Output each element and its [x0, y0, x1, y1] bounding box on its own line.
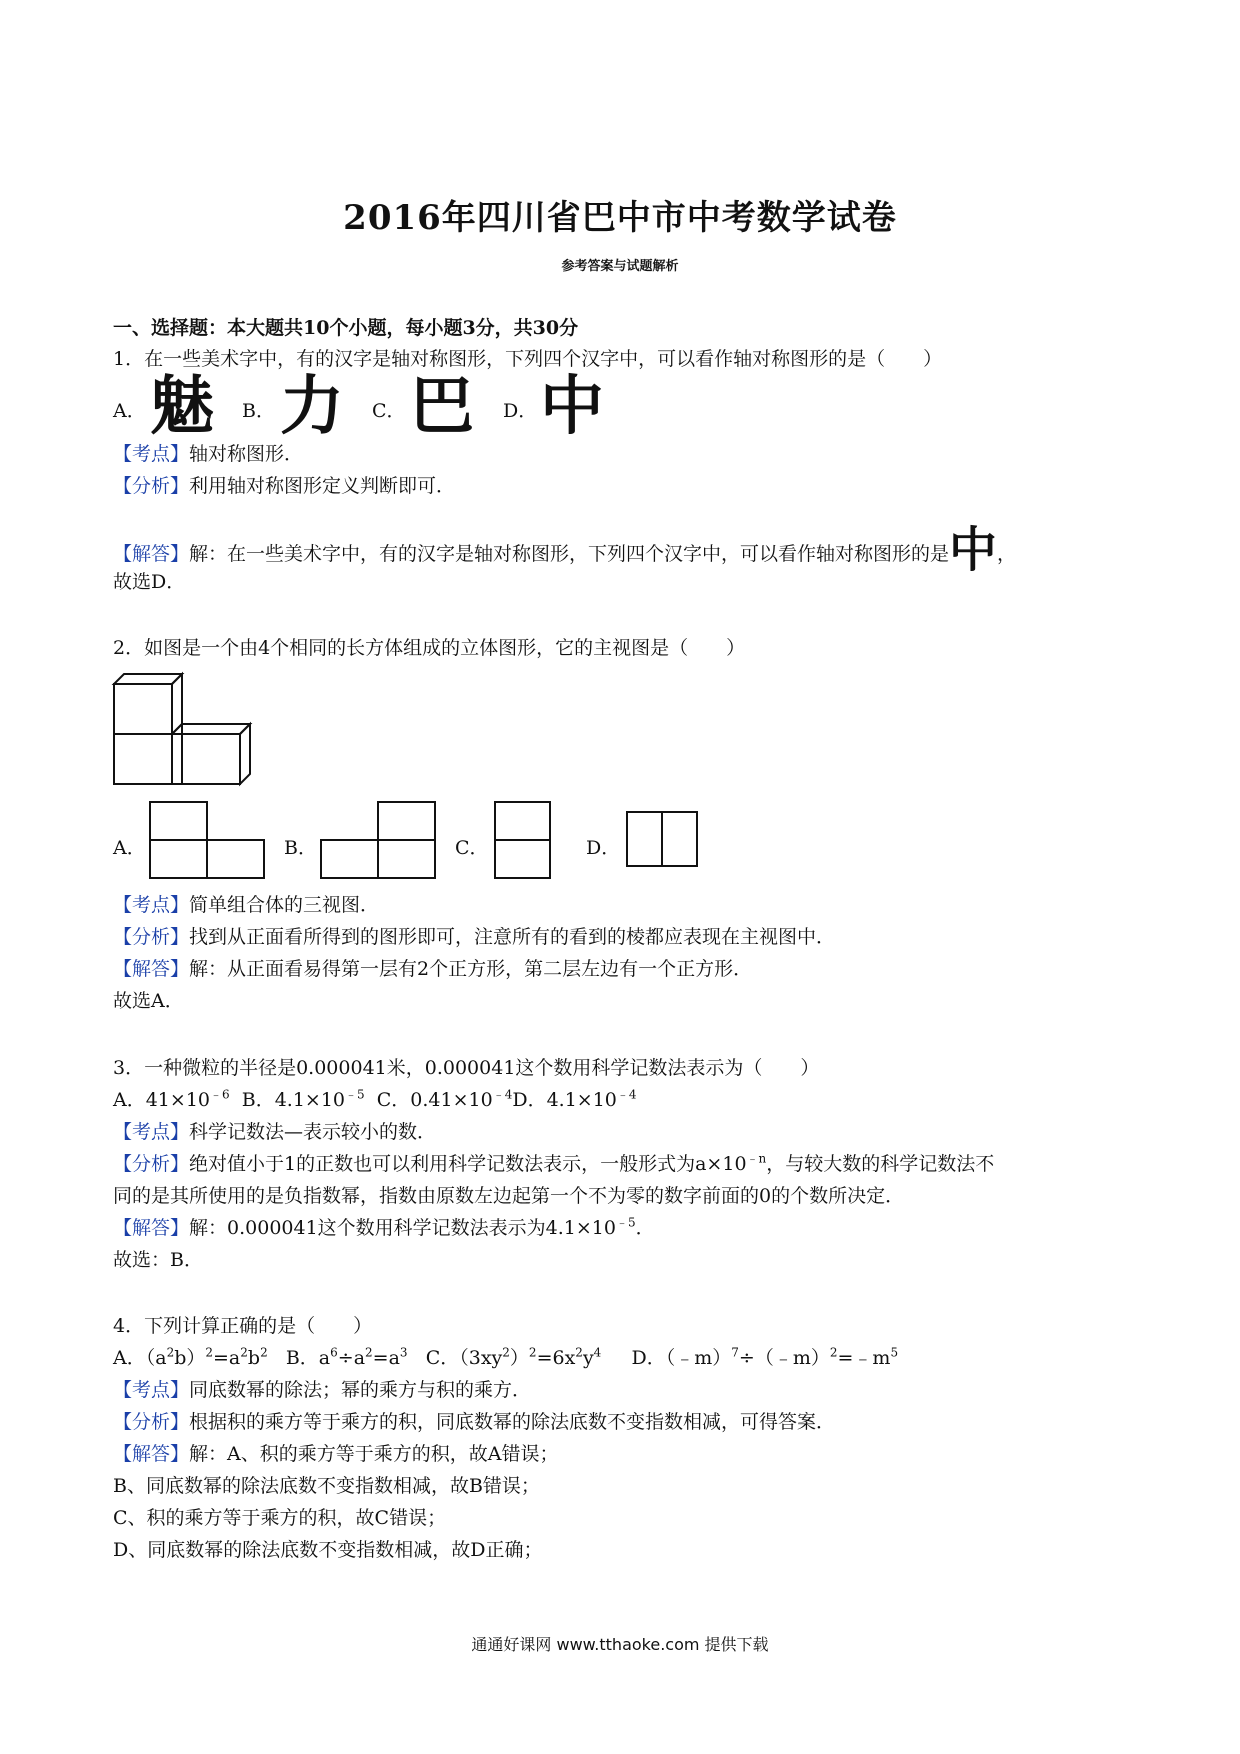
q2-jieda-text: 解：从正面看易得第一层有2个正方形，第二层左边有一个正方形． [189, 958, 753, 980]
q2-stem: 2．如图是一个由4个相同的长方体组成的立体图形，它的主视图是（ ） [113, 637, 746, 659]
q2-jieda [113, 957, 752, 981]
q1-fenxi-text: 利用轴对称图形定义判断即可． [189, 475, 456, 497]
q3-option-c: C．$0.41\times 10^{﹣4}$ [376, 1087, 513, 1111]
q4-line-b: B、同底数幂的除法底数不变指数相减，故B错误； [113, 1475, 540, 1497]
q4-options [113, 1346, 898, 1370]
section-heading: 一、选择题：本大题共10个小题，每小题3分，共30分 [113, 317, 579, 339]
q3-kaodian [113, 1120, 436, 1144]
q3-jieda: 【解答】解：0.000041这个数用科学记数法表示为$4.1\times 10^{﹣5}$． [113, 1215, 655, 1239]
jieda-tag: 【解答】 [113, 543, 190, 565]
q4-kaodian [113, 1378, 531, 1402]
q1-jieda [113, 520, 1017, 578]
q1-option-d-char: 中 [540, 370, 604, 444]
q4-jieda [113, 1442, 558, 1466]
q4-option-b: B．$a^6\div a^2=a^3$ [285, 1345, 408, 1369]
q4-line-c: C、积的乘方等于乘方的积，故C错误； [113, 1507, 447, 1529]
q3-fenxi: 【分析】绝对值小于1的正数也可以利用科学记数法表示，一般形式为$a\times 10^{﹣n}$，与较大数的科学记数法不 [113, 1151, 995, 1175]
kaodian-tag: 【考点】 [113, 1121, 190, 1143]
q2-stacked-boxes-figure [110, 672, 250, 782]
q1-kaodian-text: 轴对称图形． [189, 443, 304, 465]
kaodian-tag: 【考点】 [113, 443, 190, 465]
q4-fenxi [113, 1410, 835, 1434]
jieda-tag: 【解答】 [113, 1443, 190, 1465]
q4-kaodian-text: 同底数幂的除法；幂的乘方与积的乘方． [189, 1379, 532, 1401]
page-footer: 通通好课网 www.tthaoke.com 提供下载 [471, 1635, 769, 1654]
q2-option-c-label: C． [455, 837, 489, 859]
q1-jieda-end: ， [997, 543, 1017, 565]
q1-option-b-char: 力 [280, 370, 344, 444]
q2-conclusion: 故选A． [113, 990, 184, 1012]
q3-option-d: D．$4.1\times 10^{﹣4}$ [512, 1087, 637, 1111]
q4-fenxi-text: 根据积的乘方等于乘方的积，同底数幂的除法底数不变指数相减，可得答案． [189, 1411, 836, 1433]
q1-fenxi [113, 474, 455, 498]
q2-option-d-figure [626, 811, 698, 869]
q3-kaodian-text: 科学记数法—表示较小的数． [189, 1121, 437, 1143]
q1-option-a-label: A． [113, 400, 146, 422]
q4-stem: 4．下列计算正确的是（ ） [113, 1315, 373, 1337]
q3-fenxi-cont: 同的是其所使用的是负指数幂，指数由原数左边起第一个不为零的数字前面的0的个数所决定． [113, 1185, 905, 1207]
q4-line-d: D、同底数幂的除法底数不变指数相减，故D正确； [113, 1539, 543, 1561]
q2-option-b-label: B． [284, 837, 317, 859]
kaodian-tag: 【考点】 [113, 1379, 190, 1401]
q3-options [113, 1088, 637, 1112]
q4-option-c: C．$(3xy^2)^2=6x^2y^4$ [425, 1345, 602, 1369]
q3-conclusion: 故选：B． [113, 1249, 203, 1271]
q2-fenxi [113, 925, 835, 949]
q3-stem: 3．一种微粒的半径是0.000041米，0.000041这个数用科学记数法表示为（ ） [113, 1057, 820, 1079]
q4-jieda-text: 解：A、积的乘方等于乘方的积，故A错误； [189, 1443, 559, 1465]
jieda-tag: 【解答】 [113, 1217, 190, 1239]
q1-kaodian [113, 442, 303, 466]
q1-jieda-text: 解：在一些美术字中，有的汉字是轴对称图形，下列四个汉字中，可以看作轴对称图形的是 [189, 543, 950, 565]
q4-option-a: A．$(a^2b)^2=a^2b^2$ [113, 1345, 268, 1369]
q2-fenxi-text: 找到从正面看所得到的图形即可，注意所有的看到的棱都应表现在主视图中． [189, 926, 836, 948]
page-title: 2016年四川省巴中市中考数学试卷 [343, 198, 897, 238]
fenxi-tag: 【分析】 [113, 926, 190, 948]
q2-option-b-figure [320, 801, 436, 881]
page-subtitle: 参考答案与试题解析 [561, 259, 679, 274]
q3-option-b: B．$4.1\times 10^{﹣5}$ [241, 1087, 365, 1111]
q1-option-d-label: D． [503, 400, 538, 422]
q2-kaodian-text: 简单组合体的三视图． [189, 894, 380, 916]
q2-option-a-figure [149, 801, 265, 881]
q1-stem: 1．在一些美术字中，有的汉字是轴对称图形，下列四个汉字中，可以看作轴对称图形的是（ ） [113, 348, 943, 370]
jieda-tag: 【解答】 [113, 958, 190, 980]
q3-option-a: A．$41\times 10^{﹣6}$ [113, 1087, 230, 1111]
q2-option-a-label: A． [113, 837, 146, 859]
fenxi-tag: 【分析】 [113, 1411, 190, 1433]
q1-option-c-char: 巴 [410, 370, 474, 444]
q1-jieda-char: 中 [949, 522, 998, 578]
q1-conclusion: 故选D． [113, 571, 186, 593]
q4-option-d: D．$(﹣m)^7\div(﹣m)^2=﹣m^5$ [631, 1345, 899, 1369]
q1-option-a-char: 魅 [150, 370, 214, 444]
q2-option-c-figure [494, 801, 552, 881]
fenxi-tag: 【分析】 [113, 475, 190, 497]
q2-kaodian [113, 893, 379, 917]
fenxi-tag: 【分析】 [113, 1153, 190, 1175]
kaodian-tag: 【考点】 [113, 894, 190, 916]
q2-option-d-label: D． [586, 837, 621, 859]
q2-figure-lower-left-box [114, 734, 172, 784]
q1-option-c-label: C． [372, 400, 406, 422]
q1-option-b-label: B． [242, 400, 275, 422]
